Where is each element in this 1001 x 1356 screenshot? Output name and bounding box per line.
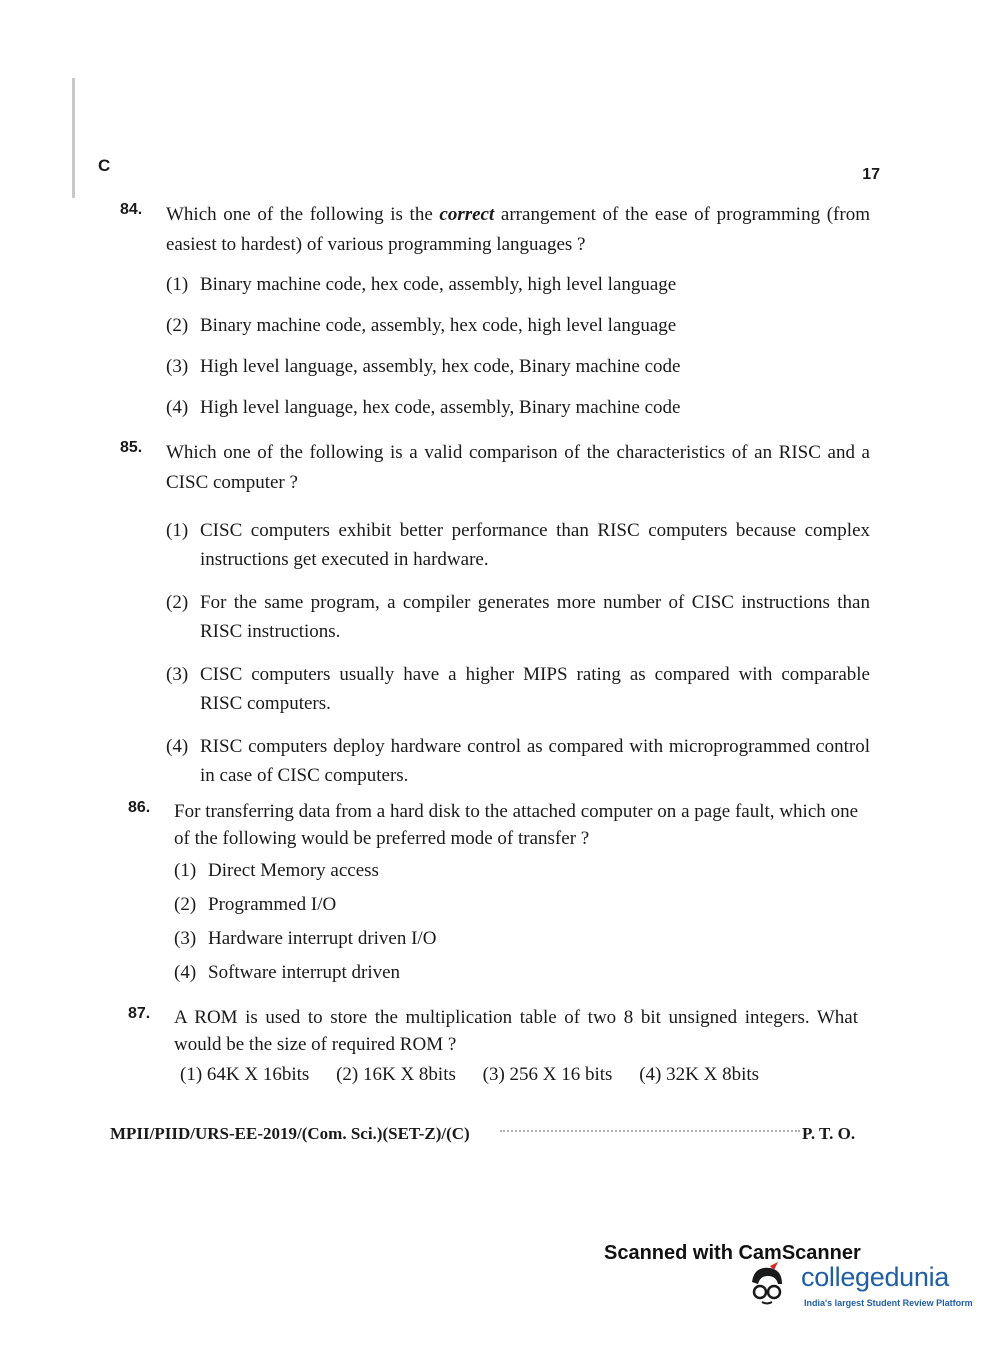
option-number: (4) xyxy=(166,736,189,757)
option-text: RISC computers deploy hardware control as compared with microprogrammed control in case of CISC computers. xyxy=(200,736,870,786)
emphasis-correct: correct xyxy=(439,204,495,225)
option-text: CISC computers exhibit better performance than RISC computers because complex instructions get executed in hardware. xyxy=(200,520,870,570)
page-edge-shadow xyxy=(72,78,75,198)
option-number: (2) xyxy=(166,315,189,336)
option-number: (3) xyxy=(174,928,197,949)
option-text: CISC computers usually have a higher MIPS rating as compared with comparable RISC computers. xyxy=(200,664,870,714)
option-text: High level language, assembly, hex code, Binary machine code xyxy=(200,356,681,377)
option-number: (2) xyxy=(166,592,189,613)
please-turn-over: P. T. O. xyxy=(802,1124,856,1143)
option-number: (2) xyxy=(174,894,197,915)
question-text: Which one of the following is a valid comparison of the characteristics of an RISC and a CISC computer ? xyxy=(166,442,870,493)
page-number: 17 xyxy=(862,166,880,183)
option-number: (3) xyxy=(166,356,189,377)
option-2 xyxy=(174,894,858,916)
option-1: (1) 64K X 16bits xyxy=(180,1064,310,1085)
question-85 xyxy=(120,438,870,790)
option-text: Direct Memory access xyxy=(208,860,379,881)
collegedunia-logo-text: collegedunia xyxy=(801,1262,950,1292)
option-text: Binary machine code, hex code, assembly, high level language xyxy=(200,274,677,295)
option-number: (1) xyxy=(166,274,189,295)
option-2 xyxy=(166,588,870,646)
option-3 xyxy=(174,928,858,950)
option-number: (4) xyxy=(174,962,197,983)
option-text: Software interrupt driven xyxy=(208,962,401,983)
option-number: (1) xyxy=(174,860,197,881)
option-text: Binary machine code, assembly, hex code, high level language xyxy=(200,315,677,336)
option-text: For the same program, a compiler generates more number of CISC instructions than RISC instructions. xyxy=(200,592,870,642)
paper-code: MPII/PIID/URS-EE-2019/(Com. Sci.)(SET-Z)/(C) xyxy=(110,1124,470,1143)
footer-dotted-leader xyxy=(500,1130,800,1136)
option-4 xyxy=(166,397,870,419)
option-text: High level language, hex code, assembly, Binary machine code xyxy=(200,397,681,418)
collegedunia-tagline: India's largest Student Review Platform xyxy=(804,1298,973,1308)
question-number: 84. xyxy=(120,201,143,218)
question-84 xyxy=(120,200,870,419)
option-3 xyxy=(166,660,870,718)
question-text: A ROM is used to store the multiplication table of two 8 bit unsigned integers. What would be the size of required ROM ? xyxy=(174,1007,858,1055)
camscanner-watermark: Scanned with CamScanner xyxy=(604,1242,861,1264)
option-2 xyxy=(166,315,870,337)
option-text: Hardware interrupt driven I/O xyxy=(208,928,437,949)
option-1 xyxy=(174,860,858,882)
option-1 xyxy=(166,516,870,574)
option-4 xyxy=(174,962,858,984)
question-86 xyxy=(128,798,858,984)
option-number: (3) xyxy=(166,664,189,685)
option-number: (4) xyxy=(166,397,189,418)
inline-options xyxy=(180,1064,858,1086)
option-4 xyxy=(166,732,870,790)
question-number: 87. xyxy=(128,1005,151,1022)
question-text: Which one of the following is the correct arrangement of the ease of programming (from easiest to hardest) of various programming languages ? xyxy=(166,204,870,255)
option-3 xyxy=(166,356,870,378)
collegedunia-mascot-icon xyxy=(744,1262,790,1308)
option-1 xyxy=(166,274,870,296)
question-number: 86. xyxy=(128,799,151,816)
question-87 xyxy=(128,1004,858,1086)
option-2: (2) 16K X 8bits xyxy=(336,1064,456,1085)
option-3: (3) 256 X 16 bits xyxy=(482,1064,613,1085)
question-number: 85. xyxy=(120,439,143,456)
corner-mark: C xyxy=(98,156,111,175)
option-4: (4) 32K X 8bits xyxy=(639,1064,760,1085)
option-text: Programmed I/O xyxy=(208,894,337,915)
question-text: For transferring data from a hard disk to the attached computer on a page fault, which one of the following would be preferred mode of transfer ? xyxy=(174,801,858,849)
option-number: (1) xyxy=(166,520,189,541)
